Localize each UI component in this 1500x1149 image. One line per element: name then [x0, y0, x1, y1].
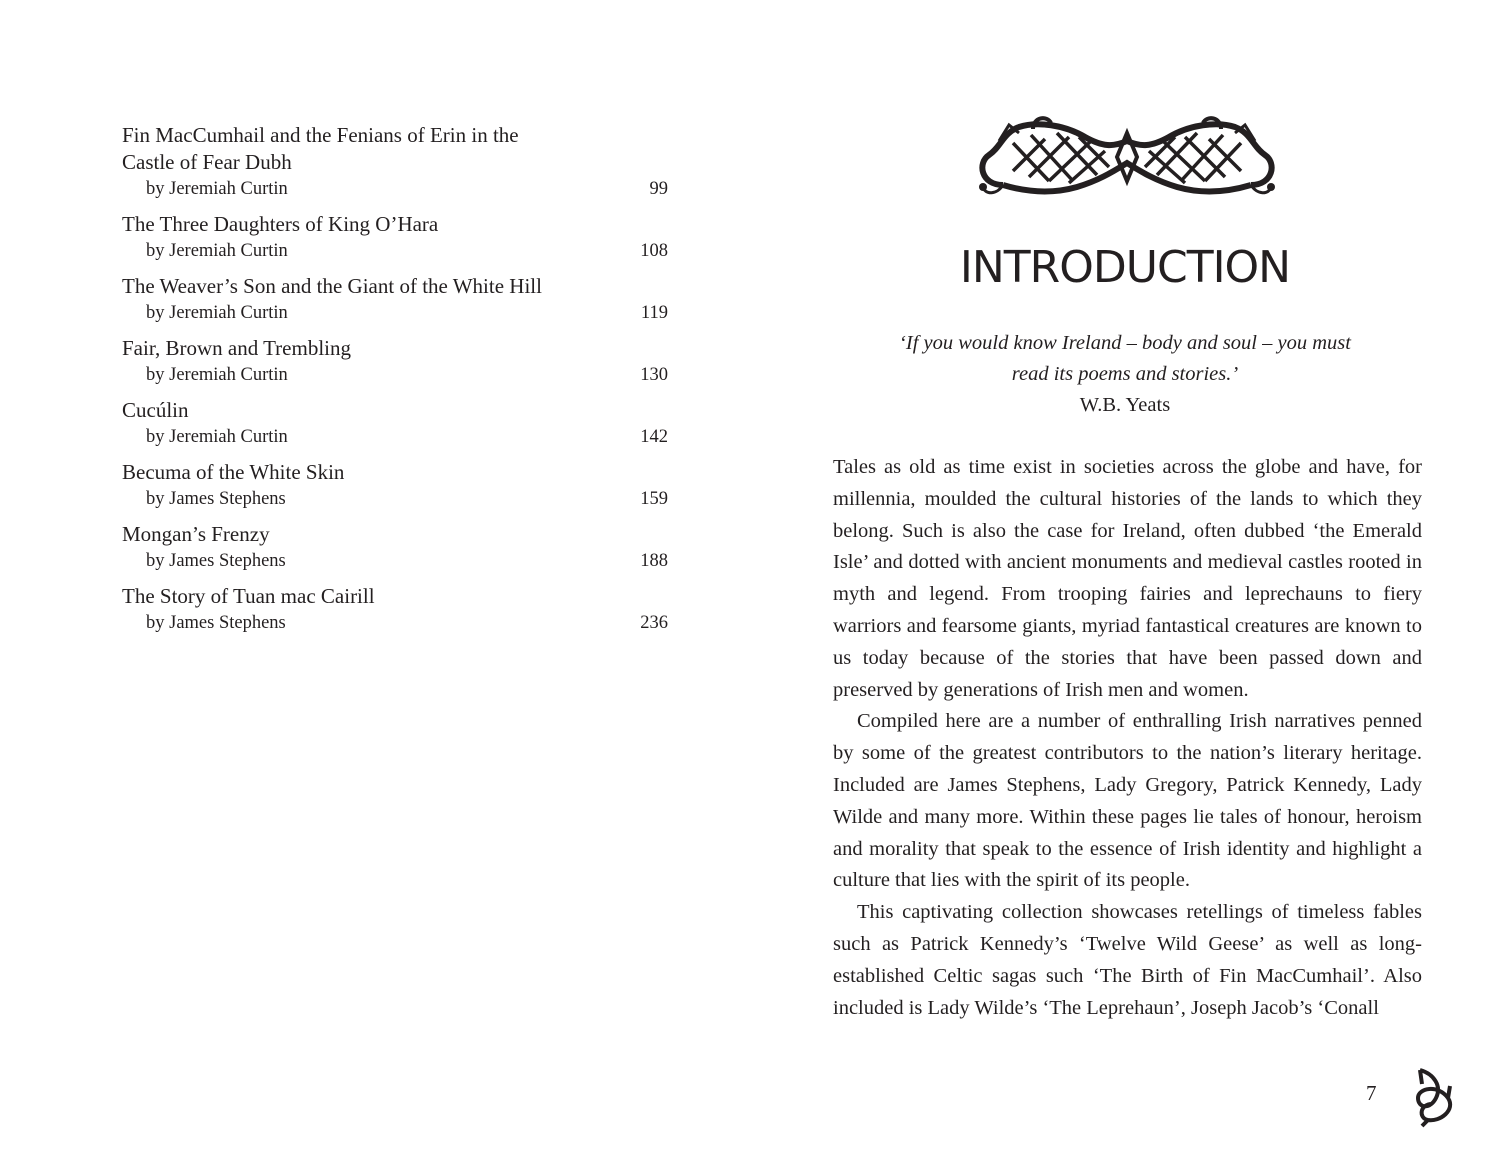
- toc-entry-author: by Jeremiah Curtin: [146, 241, 288, 261]
- toc-entry-page: 130: [640, 365, 668, 385]
- toc-entry-page: 236: [640, 613, 668, 633]
- toc-entry-author: by James Stephens: [146, 551, 286, 571]
- epigraph-quote-line: ‘If you would know Ireland – body and soul – you must: [899, 332, 1351, 354]
- toc-entry: [122, 273, 668, 327]
- paragraph: This captivating collection showcases retellings of timeless fables such as Patrick Kennedy’s ‘Twelve Wild Geese’ as well as long-established Celtic sagas such ‘The Birth of Fin MacCumhail’. Also included is Lady Wilde’s ‘The Leprehaun’, Joseph Jacob’s ‘Conall: [833, 901, 1422, 1019]
- toc-entry-author: by Jeremiah Curtin: [146, 303, 288, 323]
- toc-entry: [122, 211, 668, 265]
- toc-entry-title: Cucúlin: [122, 398, 189, 422]
- toc-entry-author: by Jeremiah Curtin: [146, 179, 288, 199]
- toc-entry-page: 108: [640, 241, 668, 261]
- toc-entry-title: Becuma of the White Skin: [122, 460, 345, 484]
- toc-entry-title: The Story of Tuan mac Cairill: [122, 584, 375, 608]
- toc-entry-author: by James Stephens: [146, 489, 286, 509]
- toc-entry-page: 188: [640, 551, 668, 571]
- table-of-contents: [122, 122, 668, 645]
- toc-entry-title: Fair, Brown and Trembling: [122, 336, 352, 360]
- toc-entry: [122, 583, 668, 637]
- epigraph-author: W.B. Yeats: [1079, 394, 1171, 416]
- celtic-knot-ornament-icon: [973, 111, 1281, 203]
- toc-entry: [122, 459, 668, 513]
- body-text: [833, 452, 1422, 1024]
- section-heading: INTRODUCTION: [959, 242, 1291, 293]
- toc-entry-author: by James Stephens: [146, 613, 286, 633]
- right-page: [750, 0, 1500, 1149]
- toc-entry: [122, 397, 668, 451]
- paragraph: Compiled here are a number of enthralling Irish narratives penned by some of the greatest contributors to the nation’s literary heritage. Included are James Stephens, Lady Gregory, Patrick Kennedy, Lady Wilde and many more. Within these pages lie tales of honour, heroism and morality that speak to the essence of Irish identity and highlight a culture that lies with the spirit of its people.: [833, 710, 1422, 892]
- toc-entry-page: 99: [649, 179, 668, 199]
- epigraph-quote-line: read its poems and stories.’: [1011, 363, 1239, 385]
- toc-entry: [122, 521, 668, 575]
- toc-entry-title: Mongan’s Frenzy: [122, 522, 270, 546]
- page-number: 7: [1366, 1081, 1377, 1105]
- epigraph: [750, 328, 1500, 421]
- paragraph: Tales as old as time exist in societies across the globe and have, for millennia, moulded the cultural histories of the lands to which they belong. Such is also the case for Ireland, often dubbed ‘the Emerald Isle’ and dotted with ancient monuments and medieval castles rooted in myth and legend. From trooping fairies and leprechauns to fiery warriors and fearsome giants, myriad fantastical creatures are known to us today because of the stories that have been passed down and preserved by generations of Irish men and women.: [833, 456, 1422, 701]
- toc-entry-title: Fin MacCumhail and the Fenians of Erin in the: [122, 123, 519, 147]
- toc-entry-page: 159: [640, 489, 668, 509]
- toc-entry: [122, 335, 668, 389]
- toc-entry-page: 142: [640, 427, 668, 447]
- toc-entry: [122, 122, 668, 203]
- toc-entry-title-continued: Castle of Fear Dubh: [122, 150, 292, 174]
- toc-entry-author: by Jeremiah Curtin: [146, 427, 288, 447]
- triquetra-knot-icon: [1412, 1064, 1454, 1128]
- toc-entry-title: The Three Daughters of King O’Hara: [122, 212, 439, 236]
- toc-entry-title: The Weaver’s Son and the Giant of the White Hill: [122, 274, 542, 298]
- toc-entry-author: by Jeremiah Curtin: [146, 365, 288, 385]
- toc-entry-page: 119: [640, 303, 668, 323]
